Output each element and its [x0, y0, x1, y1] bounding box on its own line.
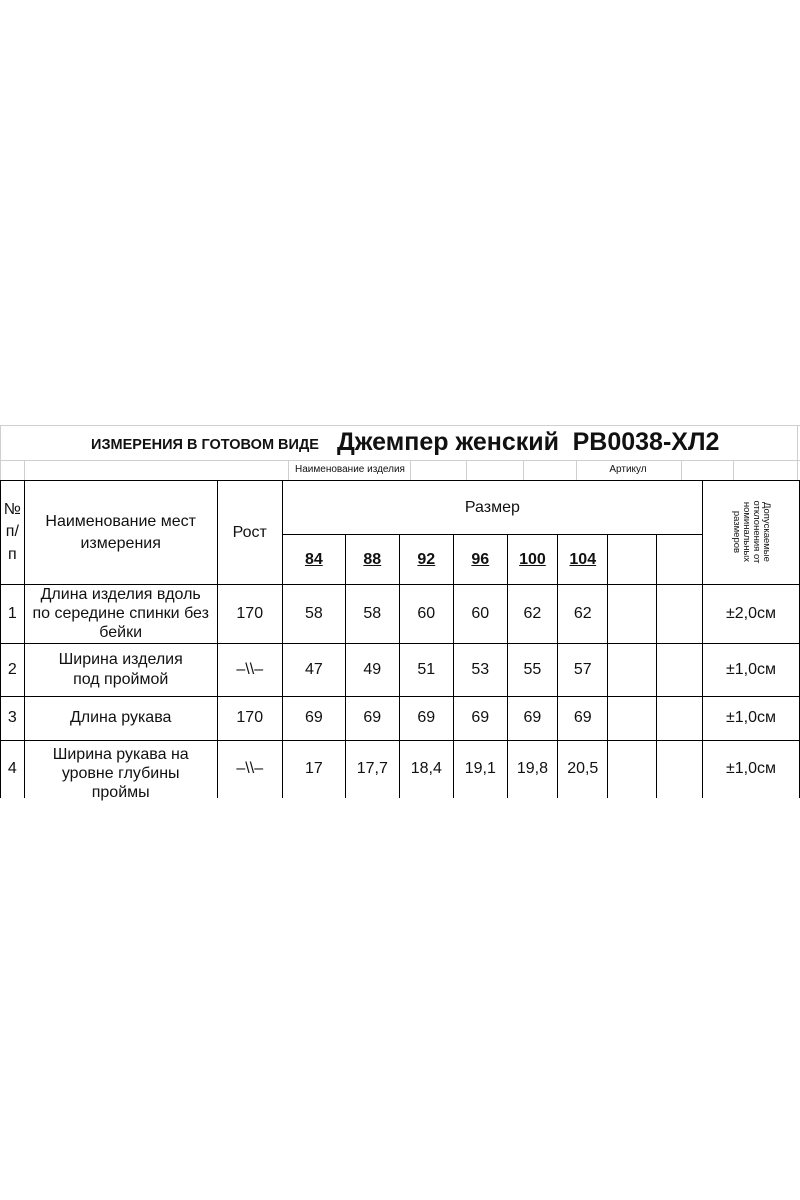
- row-value: 60: [399, 585, 453, 644]
- row-value: 51: [399, 643, 453, 696]
- row-value: 69: [399, 696, 453, 740]
- row-name: Ширина рукава на уровне глубины проймы: [24, 740, 217, 798]
- sheet-caption: ИЗМЕРЕНИЯ В ГОТОВОМ ВИДЕ: [91, 436, 319, 453]
- empty-cell: [657, 696, 703, 740]
- empty-size-cell: [608, 535, 657, 585]
- table-row: [1, 740, 800, 798]
- row-value: 18,4: [399, 740, 453, 798]
- size-label: 96: [453, 535, 507, 585]
- row-value: 62: [558, 585, 608, 644]
- row-name: Длина рукава: [24, 696, 217, 740]
- grid-line: [0, 425, 1, 480]
- empty-size-cell: [657, 535, 703, 585]
- row-height: –\\–: [217, 643, 282, 696]
- grid-line: [797, 425, 798, 480]
- row-value: 57: [558, 643, 608, 696]
- size-label: 92: [399, 535, 453, 585]
- col-header-number: № п/п: [1, 481, 25, 585]
- table-row: [1, 643, 800, 696]
- row-value: 69: [507, 696, 557, 740]
- row-tolerance: ±1,0см: [702, 643, 799, 696]
- row-height: –\\–: [217, 740, 282, 798]
- product-name-label: Наименование изделия: [295, 463, 405, 475]
- row-name: Длина изделия вдоль по середине спинки без бейки: [24, 585, 217, 644]
- row-value: 55: [507, 643, 557, 696]
- row-value: 19,8: [507, 740, 557, 798]
- table-row: [1, 585, 800, 644]
- row-number: 3: [1, 696, 25, 740]
- grid-line: [733, 460, 734, 480]
- row-value: 58: [345, 585, 399, 644]
- grid-line: [466, 460, 467, 480]
- grid-line: [576, 460, 577, 480]
- row-value: 69: [558, 696, 608, 740]
- row-tolerance: ±1,0см: [702, 740, 799, 798]
- size-label: 104: [558, 535, 608, 585]
- row-number: 1: [1, 585, 25, 644]
- row-value: 47: [282, 643, 345, 696]
- row-value: 69: [345, 696, 399, 740]
- grid-line: [523, 460, 524, 480]
- measurement-table: [0, 480, 800, 801]
- size-label: 100: [507, 535, 557, 585]
- row-value: 53: [453, 643, 507, 696]
- row-value: 49: [345, 643, 399, 696]
- empty-cell: [657, 740, 703, 798]
- row-name: Ширина изделия под проймой: [24, 643, 217, 696]
- row-value: 19,1: [453, 740, 507, 798]
- empty-cell: [608, 585, 657, 644]
- measurement-sheet: [0, 425, 800, 801]
- row-value: 17: [282, 740, 345, 798]
- col-header-name: Наименование мест измерения: [24, 481, 217, 585]
- size-label: 84: [282, 535, 345, 585]
- empty-cell: [608, 696, 657, 740]
- row-height: 170: [217, 696, 282, 740]
- row-number: 2: [1, 643, 25, 696]
- empty-cell: [608, 740, 657, 798]
- row-value: 69: [453, 696, 507, 740]
- product-article: РВ0038-ХЛ2: [572, 428, 720, 457]
- row-tolerance: ±2,0см: [702, 585, 799, 644]
- grid-line: [288, 460, 289, 480]
- empty-cell: [608, 643, 657, 696]
- row-value: 69: [282, 696, 345, 740]
- row-tolerance: ±1,0см: [702, 696, 799, 740]
- table-row: [1, 696, 800, 740]
- grid-line: [681, 460, 682, 480]
- row-value: 60: [453, 585, 507, 644]
- row-number: 4: [1, 740, 25, 798]
- col-header-tolerance: Допускаемые отклонения от номинальных размеров: [702, 481, 799, 585]
- empty-cell: [657, 585, 703, 644]
- row-value: 20,5: [558, 740, 608, 798]
- size-label: 88: [345, 535, 399, 585]
- grid-line: [24, 460, 25, 480]
- row-value: 62: [507, 585, 557, 644]
- article-label: Артикул: [609, 463, 647, 475]
- row-height: 170: [217, 585, 282, 644]
- product-name: Джемпер женский: [336, 428, 560, 457]
- empty-cell: [657, 643, 703, 696]
- grid-line: [410, 460, 411, 480]
- col-header-size: Размер: [282, 481, 702, 535]
- row-value: 17,7: [345, 740, 399, 798]
- col-header-height: Рост: [217, 481, 282, 585]
- row-value: 58: [282, 585, 345, 644]
